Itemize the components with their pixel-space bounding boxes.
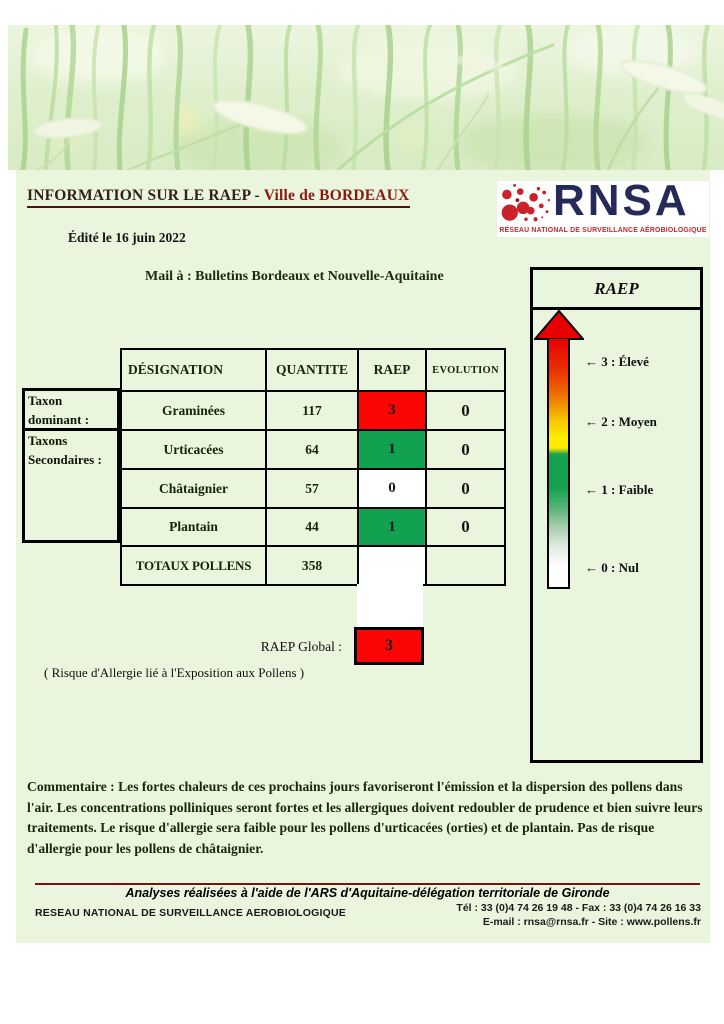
table-header-raep: RAEP — [358, 349, 426, 391]
grass-banner-photo — [8, 25, 724, 170]
row-chataignier-quantite: 57 — [266, 469, 358, 508]
raep-scale-title: RAEP — [533, 270, 700, 310]
rnsa-subtitle: RÉSEAU NATIONAL DE SURVEILLANCE AÉROBIOLOGIQUE — [499, 227, 707, 234]
raep-gradient-bar — [547, 339, 570, 589]
rnsa-logo — [497, 176, 709, 237]
pollen-table — [120, 348, 506, 586]
row-chataignier-raep: 0 — [358, 469, 426, 508]
scale-label-moyen: ← 2 : Moyen — [585, 414, 657, 429]
mail-line: Mail à : Bulletins Bordeaux et Nouvelle-Aquitaine — [145, 269, 444, 284]
totals-evolution-cell — [426, 546, 505, 585]
raep-definition-note: ( Risque d'Allergie lié à l'Exposition aux Pollens ) — [44, 665, 305, 680]
table-header-evolution: EVOLUTION — [426, 349, 505, 391]
row-urticacees-evolution: 0 — [426, 430, 505, 469]
row-urticacees-designation: Urticacées — [121, 430, 266, 469]
group-label-dominant: Taxon dominant : — [25, 391, 117, 431]
totals-quantite: 358 — [266, 546, 358, 585]
row-plantain-designation: Plantain — [121, 508, 266, 546]
scale-label-eleve: ← 3 : Élevé — [585, 354, 649, 369]
footer-tel-fax: Tél : 33 (0)4 74 26 19 48 - Fax : 33 (0)4 74 26 16 33 — [456, 902, 701, 914]
row-urticacees-raep: 1 — [358, 430, 426, 469]
row-chataignier-designation: Châtaignier — [121, 469, 266, 508]
row-plantain-raep: 1 — [358, 508, 426, 546]
rnsa-acronym: RNSA — [553, 176, 690, 225]
row-graminees-evolution: 0 — [426, 391, 505, 430]
group-label-secondaires: Taxons Secondaires : — [28, 433, 102, 467]
footer-contact-block — [400, 902, 701, 929]
taxon-group-box — [22, 388, 120, 543]
table-header-designation: DÉSIGNATION — [121, 349, 266, 391]
totals-raep-cell — [358, 546, 426, 585]
raep-global-label: RAEP Global : — [260, 639, 342, 654]
page-title-prefix: INFORMATION SUR LE RAEP - — [27, 187, 264, 204]
row-urticacees-quantite: 64 — [266, 430, 358, 469]
footer-organisation: RESEAU NATIONAL DE SURVEILLANCE AEROBIOLOGIQUE — [35, 907, 347, 919]
footer-email-site: E-mail : rnsa@rnsa.fr - Site : www.pollens.fr — [482, 915, 701, 928]
arrow-up-icon — [534, 310, 584, 340]
page-title-city: Ville de BORDEAUX — [263, 187, 410, 204]
commentary-paragraph: Commentaire : Les fortes chaleurs de ces prochains jours favoriseront l'émission et la dispersion des pollens dans l'air. Les concentrations polliniques seront fortes et les allergiques doivent redoubler de prudence et bien suivre leurs traitements. Le risque d'allergie sera faible pour les pollens d'urticacées (orties) et de plantain. Pas de risque d'allergie pour les pollens de châtaignier. — [27, 779, 703, 856]
page-title — [27, 187, 410, 208]
pollen-dots-icon — [498, 183, 554, 225]
row-graminees-quantite: 117 — [266, 391, 358, 430]
row-graminees-raep: 3 — [358, 391, 426, 430]
scale-label-nul: ← 0 : Nul — [585, 560, 639, 575]
table-header-quantite: QUANTITE — [266, 349, 358, 391]
grass-photo-illustration — [8, 25, 724, 170]
raep-global-value: 3 — [354, 627, 424, 665]
raep-scale-panel — [530, 267, 703, 763]
raep-column-strip — [357, 584, 423, 627]
row-graminees-designation: Graminées — [121, 391, 266, 430]
footer-analyses-line: Analyses réalisées à l'aide de l'ARS d'Aquitaine-délégation territoriale de Gironde — [125, 886, 610, 900]
row-plantain-evolution: 0 — [426, 508, 505, 546]
scale-label-faible: ← 1 : Faible — [585, 482, 654, 497]
row-plantain-quantite: 44 — [266, 508, 358, 546]
footer-divider — [35, 883, 700, 885]
totals-label: TOTAUX POLLENS — [121, 546, 266, 585]
row-chataignier-evolution: 0 — [426, 469, 505, 508]
edition-date: Édité le 16 juin 2022 — [68, 230, 186, 245]
